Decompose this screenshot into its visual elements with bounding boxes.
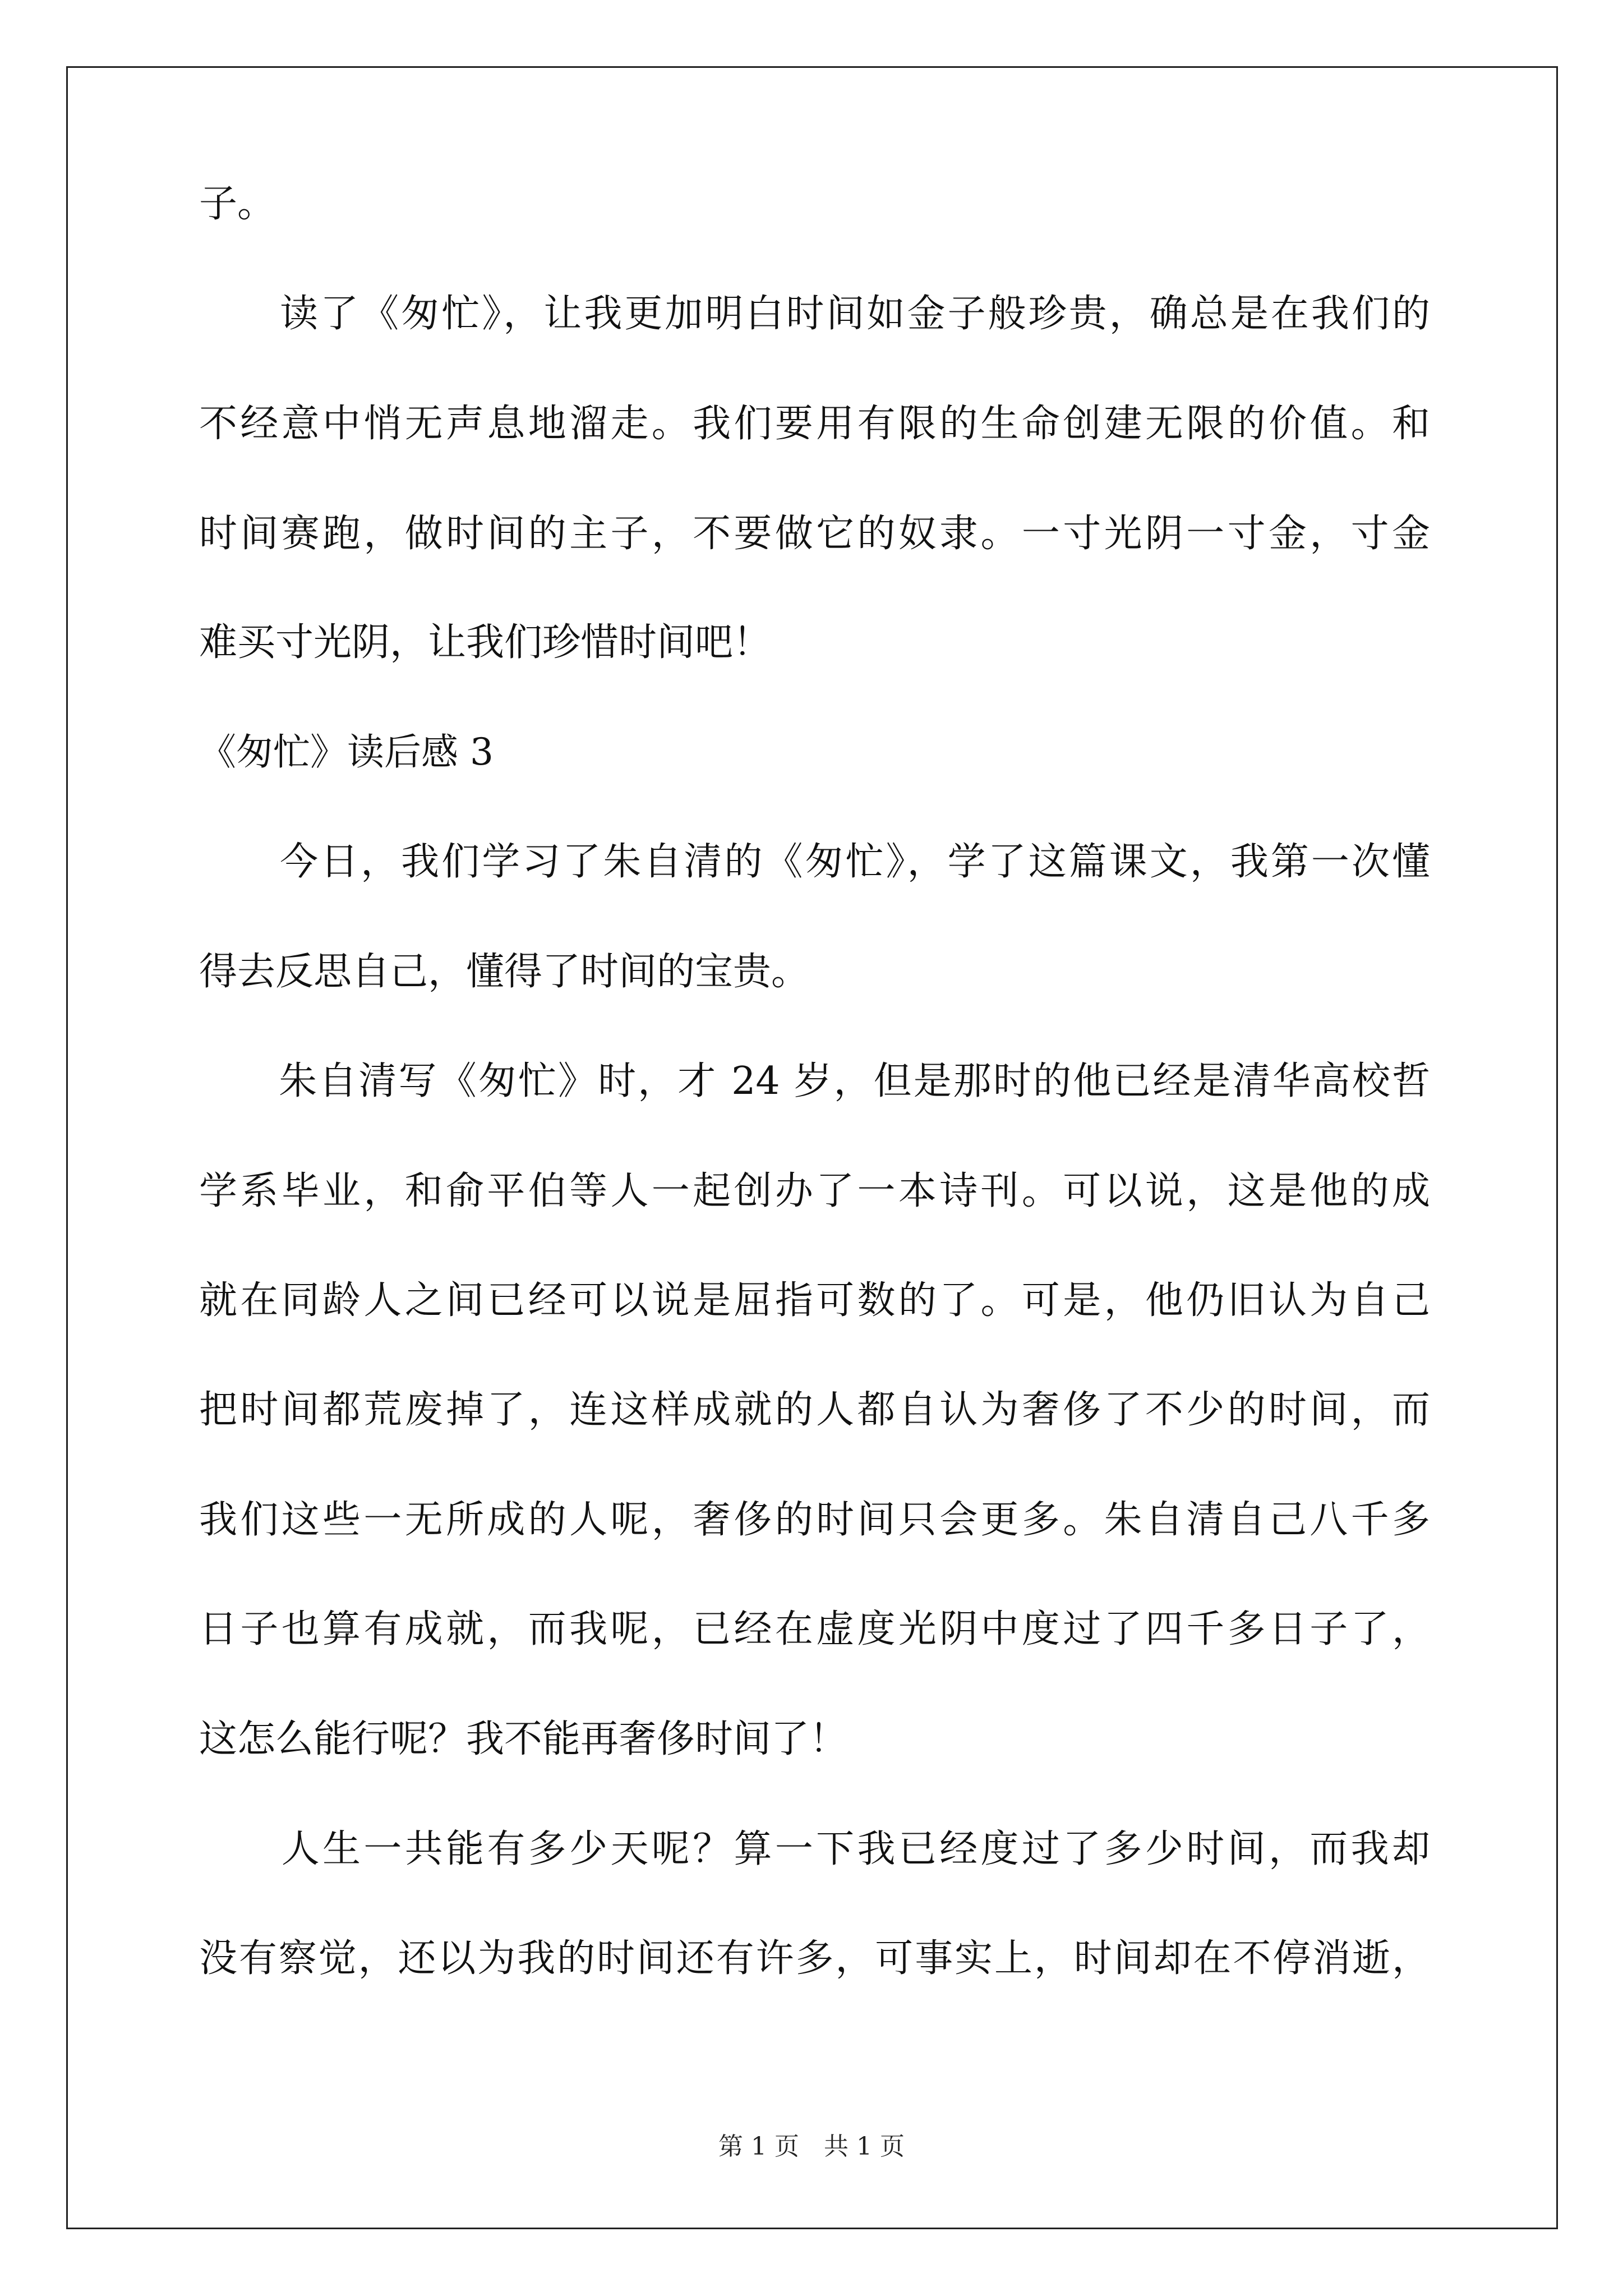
page-border (66, 66, 1558, 2229)
text-line-1: 子。 (199, 182, 276, 226)
text-line-16: 人生一共能有多少天呢？算一下我已经度过了多少时间，而我却 (199, 1827, 1430, 1871)
text-line-10: 学系毕业，和俞平伯等人一起创办了一本诗刊。可以说，这是他的成 (199, 1169, 1430, 1213)
text-line-12: 把时间都荒废掉了，连这样成就的人都自认为奢侈了不少的时间，而 (199, 1388, 1430, 1432)
text-line-15: 这怎么能行呢？我不能再奢侈时间了！ (199, 1717, 848, 1761)
text-line-2: 读了《匆忙》，让我更加明白时间如金子般珍贵，确总是在我们的 (199, 292, 1430, 336)
text-line-4: 时间赛跑，做时间的主子，不要做它的奴隶。一寸光阴一寸金，寸金 (199, 512, 1430, 556)
page-footer: 第 1 页 共 1 页 (718, 2132, 905, 2161)
text-line-9: 朱自清写《匆忙》时，才 24 岁，但是那时的他已经是清华高校哲 (199, 1059, 1430, 1103)
text-line-8: 得去反思自己，懂得了时间的宝贵。 (199, 950, 810, 994)
text-line-5: 难买寸光阴，让我们珍惜时间吧！ (199, 620, 772, 665)
text-line-17: 没有察觉，还以为我的时间还有许多，可事实上，时间却在不停消逝， (199, 1936, 1430, 1981)
text-line-3: 不经意中悄无声息地溜走。我们要用有限的生命创建无限的价值。和 (199, 402, 1430, 446)
text-line-7: 今日，我们学习了朱自清的《匆忙》，学了这篇课文，我第一次懂 (199, 840, 1430, 884)
text-line-11: 就在同龄人之间已经可以说是屈指可数的了。可是，他仍旧认为自己 (199, 1278, 1430, 1323)
section-heading: 《匆忙》读后感 3 (199, 730, 494, 774)
text-line-13: 我们这些一无所成的人呢，奢侈的时间只会更多。朱自清自己八千多 (199, 1498, 1430, 1542)
text-line-14: 日子也算有成就，而我呢，已经在虚度光阴中度过了四千多日子了， (199, 1607, 1430, 1651)
